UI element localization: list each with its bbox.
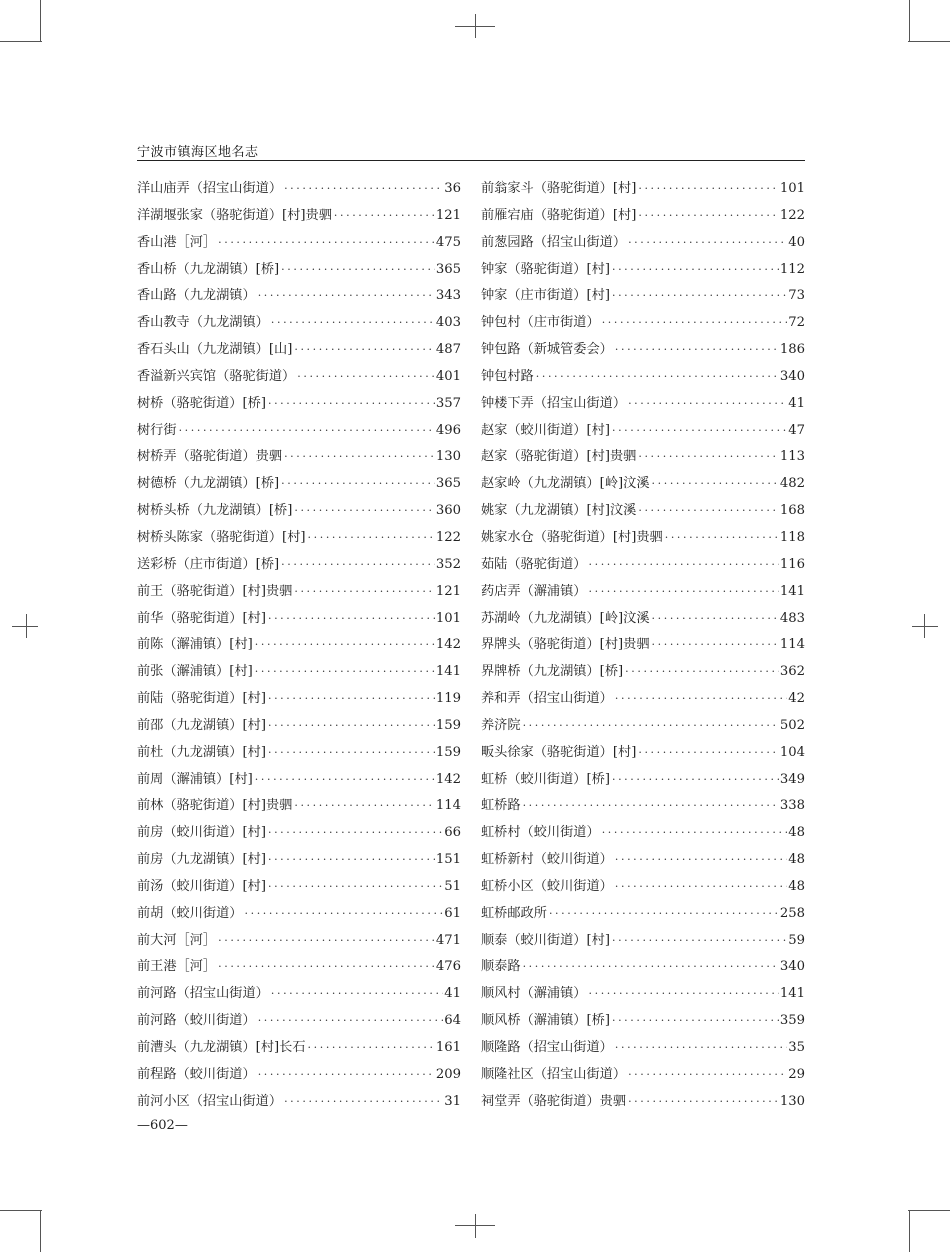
entry-name: 钟包村（庄市街道） [481,315,600,331]
entry-name: 苏湖岭（九龙湖镇）[岭]汶溪 [481,610,650,626]
entry-name: 钟包路（新城管委会） [481,342,613,358]
entry-name: 顺风桥（澥浦镇）[桥] [481,1013,610,1029]
entry-page: 51 [444,878,461,894]
index-entry [137,606,461,633]
index-entry [137,686,461,713]
entry-page: 66 [444,825,461,841]
dot-leader [612,257,779,284]
entry-page: 476 [435,959,461,975]
dot-leader [589,981,779,1008]
registration-mark [475,1214,476,1238]
index-entry [137,337,461,364]
registration-mark [912,626,938,627]
entry-name: 虹桥小区（蛟川街道） [481,878,613,894]
dot-leader [308,1035,435,1062]
dot-leader [523,713,779,740]
entry-page: 114 [435,798,461,814]
entry-name: 前陈（澥浦镇）[村] [137,637,253,653]
entry-name: 前翁家斗（骆驼街道）[村] [481,181,637,196]
dot-leader [271,981,443,1008]
entry-name: 虹桥邮政所 [481,905,547,921]
index-entry [481,310,805,337]
entry-page: 186 [779,342,805,358]
index-entry [481,1089,805,1116]
entry-page: 483 [779,610,805,626]
index-entry [481,713,805,740]
index-entry [137,1062,461,1089]
index-entry [481,230,805,257]
dot-leader [638,444,778,471]
entry-page: 338 [779,798,805,814]
entry-page: 151 [435,852,461,868]
entry-page: 482 [779,476,805,492]
entry-page: 122 [779,207,805,223]
entry-page: 161 [435,1040,461,1055]
entry-page: 360 [435,503,461,519]
entry-page: 59 [788,932,805,948]
entry-page: 104 [779,744,805,760]
dot-leader [281,471,435,498]
entry-page: 471 [435,932,461,948]
entry-name: 前程路（蛟川街道） [137,1066,256,1082]
registration-mark [924,614,925,638]
entry-name: 虹桥（蛟川街道）[桥] [481,771,610,787]
dot-leader [615,847,787,874]
dot-leader [602,310,788,337]
entry-page: 142 [435,771,461,787]
index-entry [481,498,805,525]
dot-leader [284,1089,443,1116]
entry-name: 虹桥新村（蛟川街道） [481,852,613,868]
dot-leader [268,713,435,740]
index-entry [481,901,805,928]
entry-name: 顺泰（蛟川街道）[村] [481,932,610,948]
entry-name: 钟楼下弄（招宝山街道） [481,395,627,411]
entry-page: 48 [788,852,805,868]
entry-name: 树行街 [137,422,177,438]
crop-mark [909,1210,910,1252]
entry-name: 洋山庙弄（招宝山街道） [137,181,283,196]
index-entry [137,525,461,552]
dot-leader [628,1089,779,1116]
dot-leader [271,310,435,337]
entry-page: 365 [435,476,461,492]
entry-page: 352 [435,556,461,572]
dot-leader [549,901,779,928]
dot-leader [281,552,435,579]
entry-page: 349 [779,771,805,787]
index-entry [481,203,805,230]
crop-mark [0,41,42,42]
entry-name: 药店弄（澥浦镇） [481,583,587,599]
dot-leader [255,632,435,659]
entry-name: 顺隆路（招宝山街道） [481,1040,613,1055]
dot-leader [258,283,435,310]
dot-leader [615,874,787,901]
entry-page: 116 [779,556,805,572]
entry-page: 502 [779,717,805,733]
dot-leader [308,525,435,552]
dot-leader [589,552,779,579]
crop-mark [40,1210,41,1252]
index-entry [481,176,805,203]
entry-name: 香山桥（九龙湖镇）[桥] [137,261,280,277]
entry-page: 114 [779,637,805,653]
entry-name: 赵家（蛟川街道）[村] [481,422,610,438]
dot-leader [268,820,443,847]
crop-mark [908,41,950,42]
index-entry [137,740,461,767]
entry-name: 前房（九龙湖镇）[村] [137,852,266,868]
index-entry [481,444,805,471]
entry-page: 31 [444,1093,461,1109]
index-entry [481,686,805,713]
entry-page: 41 [788,395,805,411]
entry-name: 树桥（骆驼街道）[桥] [137,395,266,411]
dot-leader [334,203,435,230]
entry-page: 362 [779,664,805,680]
dot-leader [652,471,779,498]
index-entry [137,552,461,579]
registration-mark [12,626,38,627]
index-entry [137,498,461,525]
entry-name: 香山教寺（九龙湖镇） [137,315,269,331]
entry-name: 树德桥（九龙湖镇）[桥] [137,476,280,492]
dot-leader [281,257,435,284]
dot-leader [268,606,435,633]
dot-leader [245,901,444,928]
index-entry [137,176,461,203]
entry-name: 树桥头陈家（骆驼街道）[村] [137,529,306,545]
dot-leader [612,418,787,445]
dot-leader [258,1062,435,1089]
entry-name: 赵家（骆驼街道）[村]贵驷 [481,449,637,465]
index-column-left [137,176,461,1116]
index-entry [137,579,461,606]
dot-leader [628,1062,787,1089]
entry-page: 101 [779,181,805,196]
entry-name: 祠堂弄（骆驼街道）贵驷 [481,1093,627,1109]
entry-name: 前葱园路（招宝山街道） [481,234,627,250]
index-entry [137,928,461,955]
entry-name: 前周（澥浦镇）[村] [137,771,253,787]
entry-name: 香山路（九龙湖镇） [137,288,256,304]
entry-page: 119 [435,691,461,707]
entry-page: 141 [435,664,461,680]
entry-name: 钟包村路 [481,368,534,384]
entry-name: 前王（骆驼街道）[村]贵驷 [137,583,293,599]
entry-name: 前王港［河］ [137,959,217,975]
index-column-right [481,176,805,1116]
entry-name: 树桥头桥（九龙湖镇）[桥] [137,503,293,519]
entry-name: 养济院 [481,717,521,733]
dot-leader [523,954,779,981]
registration-mark [475,14,476,38]
running-header-title: 宁波市镇海区地名志 [137,145,259,160]
index-entry [481,418,805,445]
dot-leader [638,740,778,767]
entry-name: 洋湖堰张家（骆驼街道）[村]贵驷 [137,207,332,223]
entry-page: 72 [788,315,805,331]
entry-name: 前张（澥浦镇）[村] [137,664,253,680]
index-entry [481,659,805,686]
index-entry [481,283,805,310]
index-entry [137,632,461,659]
dot-leader [628,391,787,418]
entry-page: 258 [779,905,805,921]
index-entry [137,364,461,391]
index-entry [137,257,461,284]
entry-name: 香溢新兴宾馆（骆驼街道） [137,368,296,384]
index-entry [137,981,461,1008]
entry-page: 403 [435,315,461,331]
index-entry [137,471,461,498]
entry-page: 475 [435,234,461,250]
entry-page: 141 [779,986,805,1002]
entry-page: 141 [779,583,805,599]
entry-name: 香石头山（九龙湖镇）[山] [137,342,293,358]
entry-page: 35 [788,1040,805,1055]
dot-leader [612,283,787,310]
crop-mark [40,0,41,42]
entry-name: 前陆（骆驼街道）[村] [137,691,266,707]
entry-page: 118 [779,529,805,545]
entry-page: 121 [435,583,461,599]
dot-leader [268,874,443,901]
dot-leader [602,820,788,847]
index-entry [481,257,805,284]
dot-leader [612,1008,779,1035]
dot-leader [284,176,443,203]
dot-leader [255,659,435,686]
entry-name: 赵家岭（九龙湖镇）[岭]汶溪 [481,476,650,492]
index-entry [137,418,461,445]
dot-leader [179,418,435,445]
dot-leader [294,579,434,606]
entry-page: 159 [435,744,461,760]
entry-name: 顺泰路 [481,959,521,975]
entry-page: 47 [788,422,805,438]
entry-name: 养和弄（招宝山街道） [481,691,613,707]
dot-leader [294,337,434,364]
entry-page: 340 [779,959,805,975]
index-entry [481,1008,805,1035]
entry-page: 359 [779,1013,805,1029]
index-entry [137,203,461,230]
entry-name: 前汤（蛟川街道）[村] [137,878,266,894]
index-entry [481,767,805,794]
dot-leader [628,230,787,257]
index-entry [481,632,805,659]
entry-page: 487 [435,342,461,358]
entry-page: 168 [779,503,805,519]
dot-leader [268,847,435,874]
entry-name: 前河路（蛟川街道） [137,1013,256,1029]
index-entry [481,525,805,552]
dot-leader [523,793,779,820]
index-entry [137,230,461,257]
dot-leader [268,686,435,713]
dot-leader [218,928,435,955]
registration-mark [26,614,27,638]
entry-name: 前房（蛟川街道）[村] [137,825,266,841]
index-entry [481,954,805,981]
dot-leader [258,1008,444,1035]
entry-page: 113 [779,449,805,465]
dot-leader [638,203,778,230]
index-entry [137,444,461,471]
dot-leader [665,525,779,552]
entry-page: 36 [444,181,461,196]
entry-name: 姚家（九龙湖镇）[村]汶溪 [481,503,637,519]
entry-page: 41 [444,986,461,1002]
dot-leader [589,579,779,606]
entry-name: 畈头徐家（骆驼街道）[村] [481,744,637,760]
index-entry [481,471,805,498]
entry-name: 界牌头（骆驼街道）[村]贵驷 [481,637,650,653]
index-entry [481,928,805,955]
index-entry [137,793,461,820]
index-entry [137,1008,461,1035]
entry-page: 121 [435,207,461,223]
entry-page: 122 [435,529,461,545]
index-entry [137,847,461,874]
index-entry [137,874,461,901]
index-entry [481,552,805,579]
index-entry [137,659,461,686]
entry-page: 101 [435,610,461,626]
dot-leader [255,767,435,794]
dot-leader [284,444,435,471]
index-entry [137,310,461,337]
entry-name: 姚家水仓（骆驼街道）[村]贵驷 [481,529,663,545]
entry-page: 112 [779,261,805,277]
index-entry [481,847,805,874]
dot-leader [294,793,434,820]
crop-mark [909,0,910,42]
dot-leader [638,176,778,203]
dot-leader [652,606,779,633]
dot-leader [218,954,435,981]
entry-page: 48 [788,878,805,894]
dot-leader [625,659,779,686]
dot-leader [612,767,779,794]
index-entry [137,954,461,981]
dot-leader [612,928,787,955]
index-entry [137,901,461,928]
entry-name: 钟家（骆驼街道）[村] [481,261,610,277]
index-entry [481,1062,805,1089]
entry-page: 159 [435,717,461,733]
entry-page: 61 [444,905,461,921]
entry-name: 送彩桥（庄市街道）[桥] [137,556,280,572]
index-entry [137,820,461,847]
entry-page: 365 [435,261,461,277]
entry-page: 40 [788,234,805,250]
index-entry [137,1035,461,1062]
dot-leader [268,740,435,767]
index-entry [137,283,461,310]
entry-name: 前胡（蛟川街道） [137,905,243,921]
entry-page: 130 [435,449,461,465]
entry-name: 树桥弄（骆驼街道）贵驷 [137,449,283,465]
index-entry [137,1089,461,1116]
entry-name: 前华（骆驼街道）[村] [137,610,266,626]
entry-name: 前河路（招宝山街道） [137,986,269,1002]
index-entry [481,874,805,901]
entry-name: 香山港［河］ [137,234,217,250]
entry-name: 界牌桥（九龙湖镇）[桥] [481,664,624,680]
dot-leader [615,1035,787,1062]
entry-page: 142 [435,637,461,653]
entry-name: 前杜（九龙湖镇）[村] [137,744,266,760]
dot-leader [297,364,435,391]
entry-name: 前林（骆驼街道）[村]贵驷 [137,798,293,814]
index-entry [481,606,805,633]
entry-page: 64 [444,1013,461,1029]
dot-leader [268,391,435,418]
entry-name: 茹陆（骆驼街道） [481,556,587,572]
index-entry [481,579,805,606]
dot-leader [615,337,779,364]
entry-page: 357 [435,395,461,411]
entry-name: 虹桥村（蛟川街道） [481,825,600,841]
dot-leader [294,498,434,525]
index-entry [481,820,805,847]
entry-page: 496 [435,422,461,438]
entry-name: 虹桥路 [481,798,521,814]
entry-page: 73 [788,288,805,304]
index-entry [481,981,805,1008]
index-entry [481,364,805,391]
dot-leader [218,230,435,257]
entry-page: 29 [788,1066,805,1082]
index-entry [481,740,805,767]
crop-mark [0,1210,42,1211]
dot-leader [638,498,778,525]
entry-page: 343 [435,288,461,304]
index-entry [481,337,805,364]
entry-name: 前漕头（九龙湖镇）[村]长石 [137,1040,306,1055]
index-entry [481,1035,805,1062]
entry-page: 130 [779,1093,805,1109]
entry-name: 钟家（庄市街道）[村] [481,288,610,304]
index-entry [481,793,805,820]
page-number: —602— [137,1118,188,1133]
index-entry [137,713,461,740]
dot-leader [652,632,779,659]
entry-name: 顺风村（澥浦镇） [481,986,587,1002]
entry-name: 前雁宕庙（骆驼街道）[村] [481,207,637,223]
entry-page: 340 [779,368,805,384]
entry-page: 209 [435,1066,461,1082]
entry-name: 前大河［河］ [137,932,217,948]
entry-page: 42 [788,691,805,707]
header-rule [137,160,805,161]
dot-leader [536,364,779,391]
entry-name: 前河小区（招宝山街道） [137,1093,283,1109]
entry-page: 401 [435,368,461,384]
entry-page: 48 [788,825,805,841]
crop-mark [908,1210,950,1211]
index-entry [481,391,805,418]
entry-name: 前邵（九龙湖镇）[村] [137,717,266,733]
dot-leader [615,686,787,713]
entry-name: 顺隆社区（招宝山街道） [481,1066,627,1082]
index-entry [137,391,461,418]
index-entry [137,767,461,794]
